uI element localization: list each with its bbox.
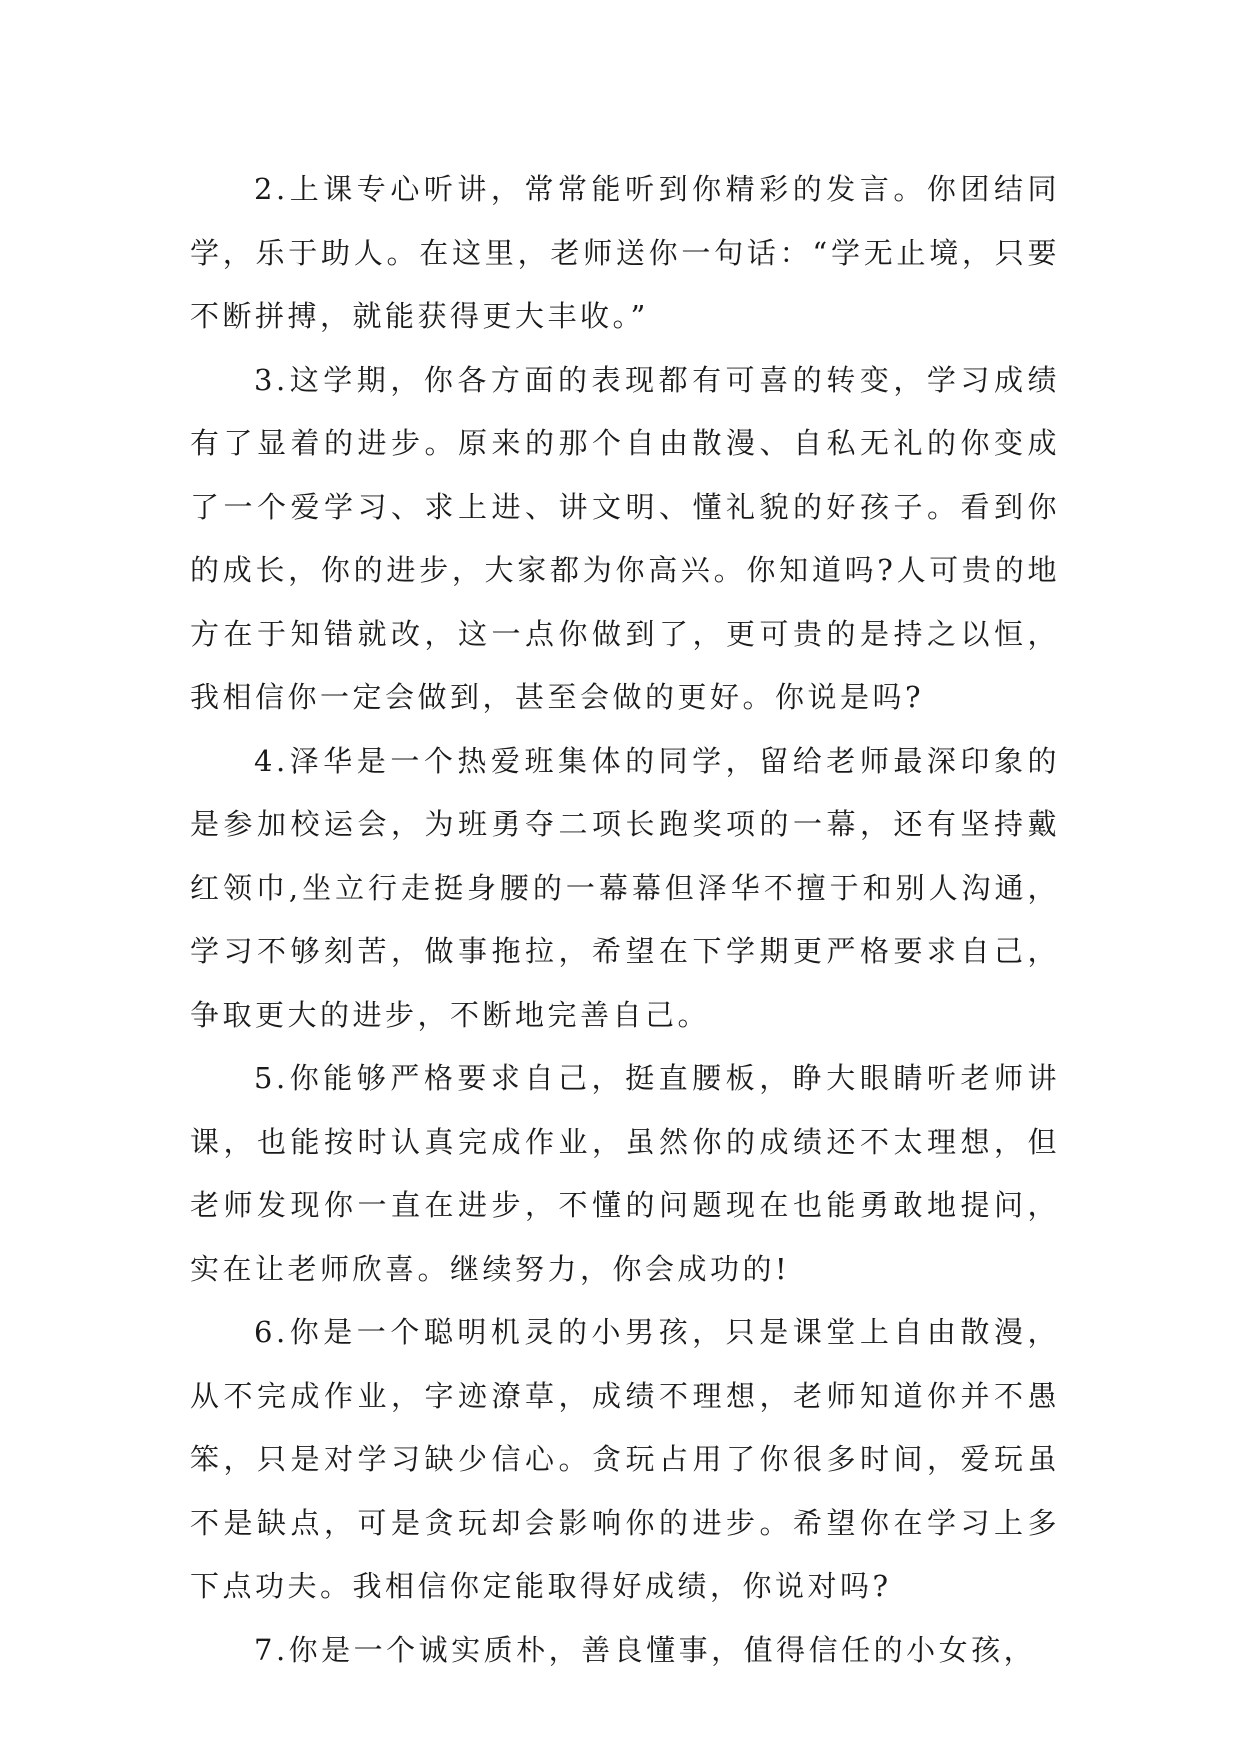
comment-paragraph-6: 6.你是一个聪明机灵的小男孩，只是课堂上自由散漫，从不完成作业，字迹潦草，成绩不理想，老师知道你并不愚笨，只是对学习缺少信心。贪玩占用了你很多时间，爱玩虽不是缺点，可是贪玩却会影响你的进步。希望你在学习上多下点功夫。我相信你定能取得好成绩，你说对吗?	[190, 1315, 1060, 1603]
comment-paragraph-7: 7.你是一个诚实质朴，善良懂事，值得信任的小女孩，	[254, 1632, 1037, 1667]
comment-paragraph-3: 3.这学期，你各方面的表现都有可喜的转变，学习成绩有了显着的进步。原来的那个自由散漫、自私无礼的你变成了一个爱学习、求上进、讲文明、懂礼貌的好孩子。看到你的成长，你的进步，大家都为你高兴。你知道吗?人可贵的地方在于知错就改，这一点你做到了，更可贵的是持之以恒，我相信你一定会做到，甚至会做的更好。你说是吗?	[190, 362, 1060, 714]
comment-paragraph-5: 5.你能够严格要求自己，挺直腰板，睁大眼睛听老师讲课，也能按时认真完成作业，虽然你的成绩还不太理想，但老师发现你一直在进步，不懂的问题现在也能勇敢地提问，实在让老师欣喜。继续努力，你会成功的!	[190, 1061, 1060, 1286]
comment-paragraph-2: 2.上课专心听讲，常常能听到你精彩的发言。你团结同学，乐于助人。在这里，老师送你一句话：“学无止境，只要不断拼搏，就能获得更大丰收。”	[190, 172, 1060, 333]
document-body	[190, 158, 1060, 1682]
comment-paragraph-4: 4.泽华是一个热爱班集体的同学，留给老师最深印象的是参加校运会，为班勇夺二项长跑奖项的一幕，还有坚持戴红领巾,坐立行走挺身腰的一幕幕但泽华不擅于和别人沟通，学习不够刻苦，做事拖拉，希望在下学期更严格要求自己，争取更大的进步，不断地完善自己。	[190, 743, 1060, 1032]
